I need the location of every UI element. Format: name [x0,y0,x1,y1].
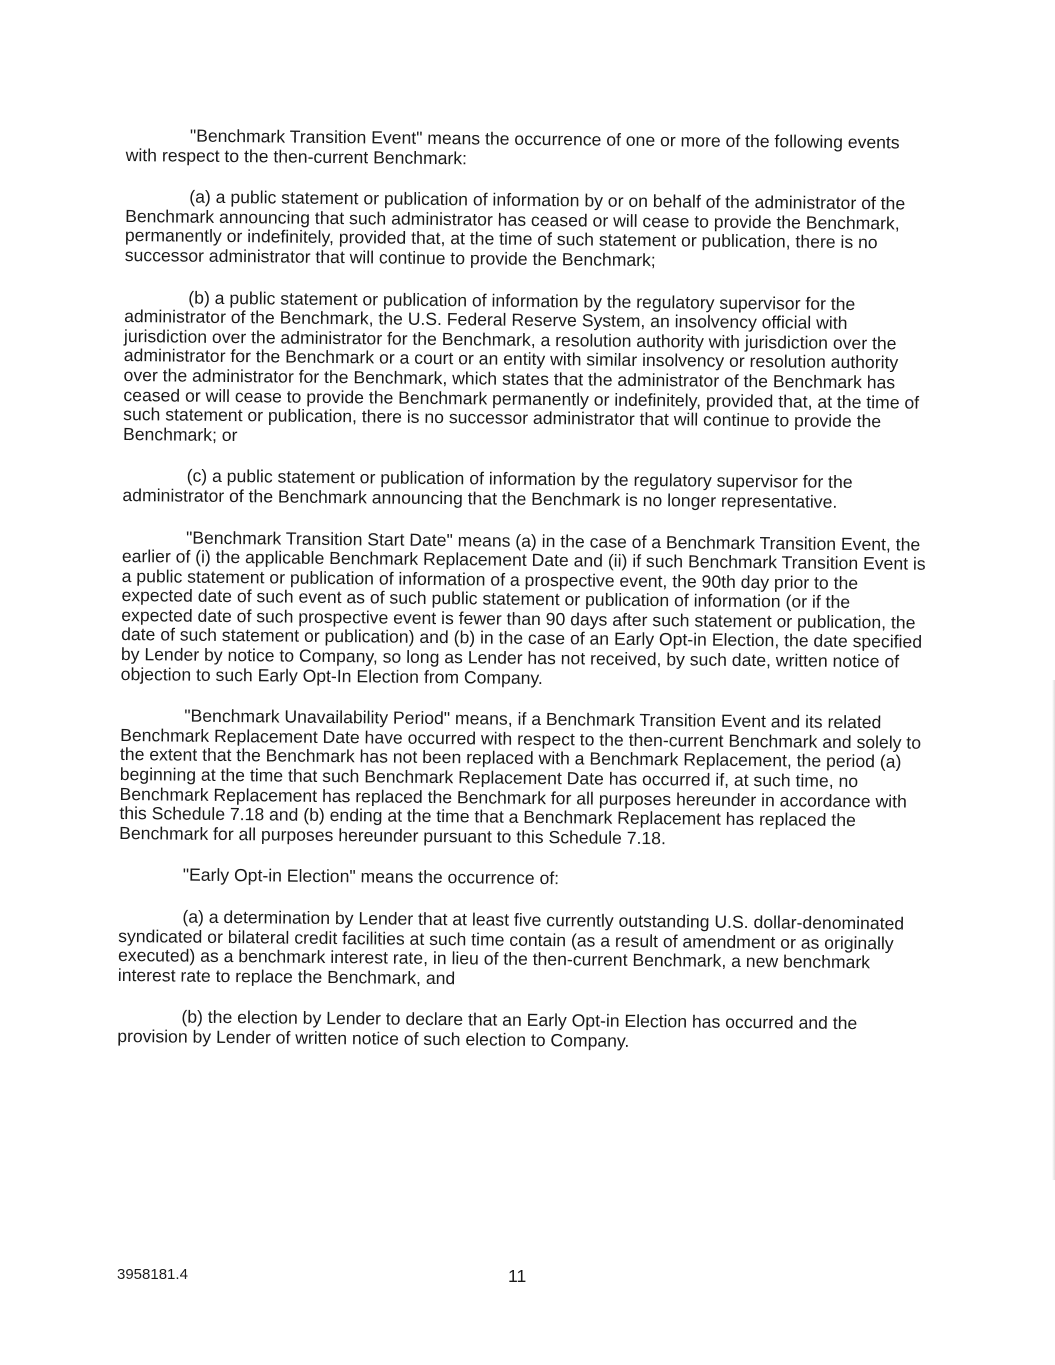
definition-benchmark-unavailability-period: "Benchmark Unavailability Period" means, if a Benchmark Transition Event and its related Benchmark Replacement Date have occurred with respect to the then-current Benchmark and solely to the extent that the Benchmark has not been replaced with a Benchmark Replacement, the period (a) beginning at the time that such Benchmark Replacement Date has occurred if, at such time, no Benchmark Replacement has replaced the Benchmark for all purposes hereunder in accordance with this Schedule 7.18 and (b) ending at the time that a Benchmark Replacement has replaced the Benchmark for all purposes hereunder pursuant to this Schedule 7.18. [119,705,922,849]
page-number: 11 [508,1266,527,1286]
clause-transition-event-c: (c) a public statement or publication of information by the regulatory supervisor for the administrator of the Benchmark announcing that the Benchmark is no longer representative. [122,465,853,512]
document-body [117,126,930,1076]
document-id: 3958181.4 [117,1266,188,1283]
definition-benchmark-transition-start-date: "Benchmark Transition Start Date" means (a) in the case of a Benchmark Transition Event, the earlier of (i) the applicable Benchmark Replacement Date and (ii) if such Benchmark Transition Event is a public statement or publication of information of a prospective event, the 90th day prior to the expected date of such event as of such public statement or publication of information (or if the expected date of such prospective event is fewer than 90 days after such statement or publication, the date of such statement or publication) and (b) in the case of an Early Opt-in Election, the date specified by Lender by notice to Company, so long as Lender has not received, by such date, written notice of objection to such Early Opt-In Election from Company. [120,527,926,688]
clause-early-opt-in-b: (b) the election by Lender to declare that an Early Opt-in Election has occurred and the provision by Lender of written notice of such election to Company. [117,1006,858,1051]
definition-benchmark-transition-event: "Benchmark Transition Event" means the occurrence of one or more of the following events with respect to the then-current Benchmark: [125,125,900,168]
definition-early-opt-in-election: "Early Opt-in Election" means the occurrence of: [182,864,560,889]
clause-transition-event-a: (a) a public statement or publication of information by or on behalf of the administrator of the Benchmark announcing that such administrator has ceased or will cease to provide the Benchmark, permanently or indefinitely, provided that, at the time of such statement or publication, there is no successor administrator that will continue to provide the Benchmark; [124,186,906,271]
clause-transition-event-b: (b) a public statement or publication of information by the regulatory supervisor for the administrator of the Benchmark, the U.S. Federal Reserve System, an insolvency official with jurisdiction over the administrator for the Benchmark, a resolution authority with jurisdiction over the administrator for the Benchmark or a court or an entity with similar insolvency or resolution authority over the administrator for the Benchmark, which states that the administrator of the Benchmark has ceased or will cease to provide the Benchmark permanently or indefinitely, provided that, at the time of such statement or publication, there is no successor administrator that will continue to provide the Benchmark; or [122,287,920,445]
clause-early-opt-in-a: (a) a determination by Lender that at least five currently outstanding U.S. dollar-denominated syndicated or bilateral credit facilities at such time contain (as a result of amendment or as originally executed) as a benchmark interest rate, in lieu of the then-current Benchmark, a new benchmark interest rate to replace the Benchmark, and [117,906,905,988]
